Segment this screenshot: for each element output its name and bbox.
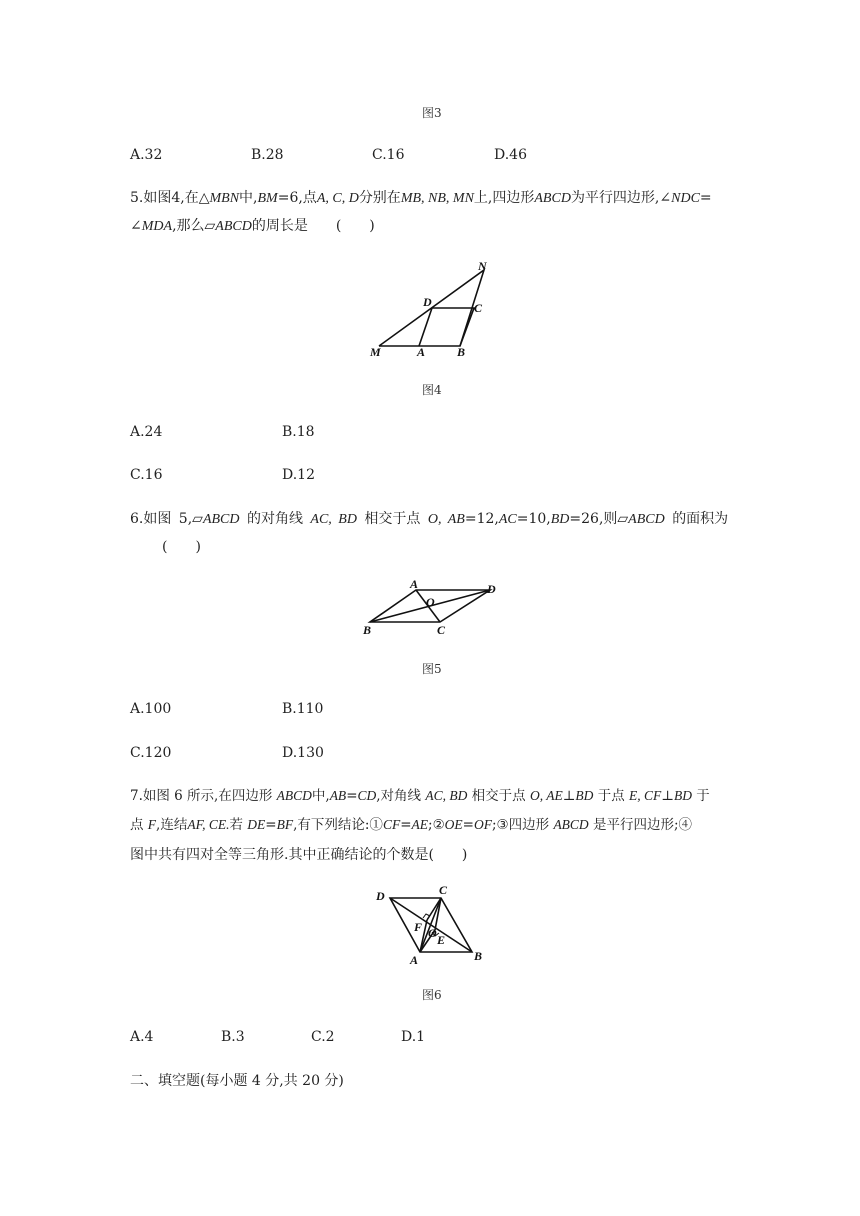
q6-option-d: D.130 [282,745,324,761]
figure-6-caption: 图6 [422,988,442,1002]
label-c: C [439,883,448,897]
label-a: A [410,577,419,591]
q4-option-d: D.46 [494,147,527,163]
q7-option-b: B.3 [221,1029,245,1045]
label-b: B [457,345,466,359]
q6-option-b: B.110 [282,701,324,717]
q5-option-a: A.24 [130,424,163,440]
q7-option-d: D.1 [401,1029,426,1045]
q4-option-b: B.28 [251,147,284,163]
label-d: D [376,889,385,903]
q6-option-a: A.100 [130,701,172,717]
q5-question-line-2: ∠MDA,那么▱ABCD的周长是 ( ) [130,218,375,234]
figure-4-diagram [360,258,500,368]
label-o: O [428,926,437,940]
figure-5-caption: 图5 [422,662,442,676]
label-c: C [474,301,483,315]
figure-3-caption: 图3 [422,106,442,120]
label-o: O [426,595,435,609]
q4-option-a: A.32 [130,147,163,163]
label-n: N [478,259,487,273]
q6-answer-paren: ( ) [162,539,201,555]
q5-option-b: B.18 [282,424,315,440]
q7-option-c: C.2 [311,1029,335,1045]
figure-4-caption: 图4 [422,383,442,397]
q5-question-line-1: 5.如图4,在△MBN中,BM=6,点A, C, D分别在MB, NB, MN上,四边形ABCD为平行四边形,∠NDC= [130,190,712,206]
label-e: E [437,933,446,947]
figure-5-diagram [360,578,510,638]
q6-question-line-1: 6.如图 5,▱ABCD 的对角线 AC, BD 相交于点 O, AB=12,AC=10,BD=26,则▱ABCD 的面积为 [130,511,729,527]
q5-option-d: D.12 [282,467,315,483]
label-a: A [410,953,419,967]
label-d: D [423,295,432,309]
q4-option-c: C.16 [372,147,405,163]
q7-option-a: A.4 [130,1029,154,1045]
q7-question-line-3: 图中共有四对全等三角形.其中正确结论的个数是( ) [130,847,468,863]
q6-option-c: C.120 [130,745,172,761]
q7-question-line-1: 7.如图 6 所示,在四边形 ABCD中,AB=CD,对角线 AC, BD 相交于点 O, AE⊥BD 于点 E, CF⊥BD 于 [130,788,710,804]
label-d: D [487,582,496,596]
section-2-heading: 二、填空题(每小题 4 分,共 20 分) [130,1073,344,1089]
label-b: B [474,949,483,963]
label-m: M [370,345,381,359]
q5-option-c: C.16 [130,467,163,483]
label-f: F [414,920,423,934]
q7-question-line-2: 点 F,连结AF, CE.若 DE=BF,有下列结论:①CF=AE;②OE=OF;③四边形 ABCD 是平行四边形;④ [130,817,693,833]
label-c: C [437,623,446,637]
label-a: A [417,345,426,359]
label-b: B [363,623,372,637]
figure-6-diagram [368,882,498,972]
